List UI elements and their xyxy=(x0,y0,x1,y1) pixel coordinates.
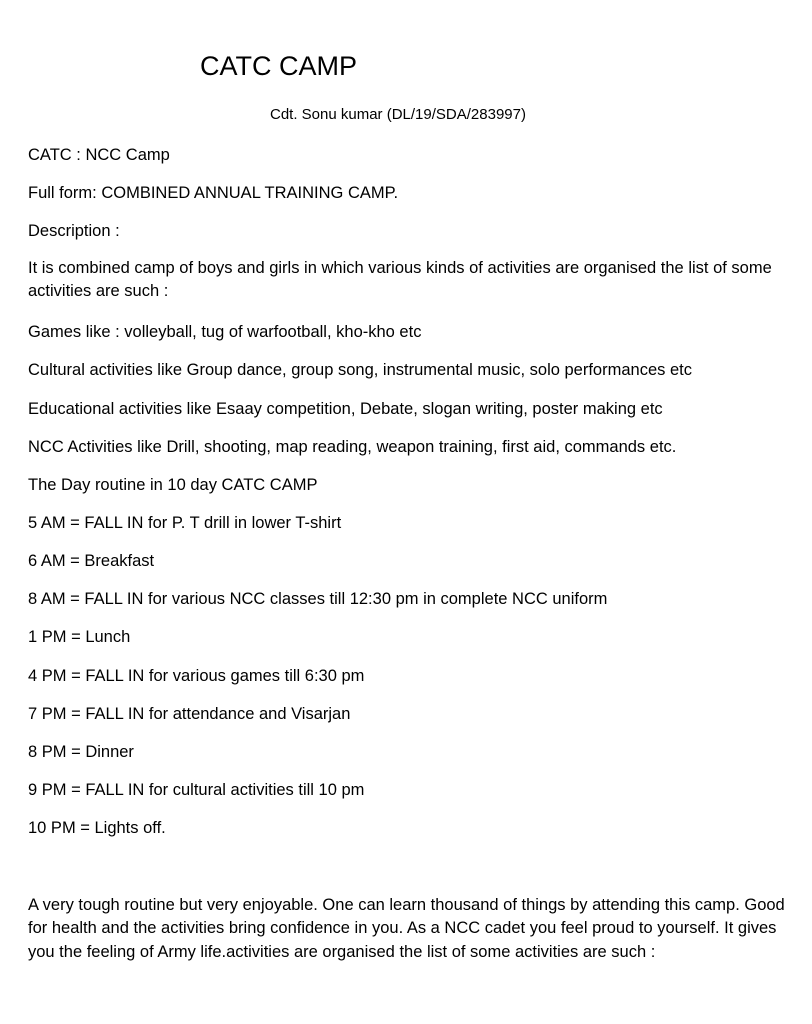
description-paragraph: It is combined camp of boys and girls in which various kinds of activities are organised the list of some activities are such : xyxy=(28,259,772,301)
activity-games: Games like : volleyball, tug of warfootball, kho-kho etc xyxy=(28,323,422,341)
full-form-line: Full form: COMBINED ANNUAL TRAINING CAMP. xyxy=(28,184,399,202)
routine-item-1pm: 1 PM = Lunch xyxy=(28,628,131,646)
routine-item-8pm: 8 PM = Dinner xyxy=(28,743,134,761)
activity-cultural: Cultural activities like Group dance, group song, instrumental music, solo performances etc xyxy=(28,361,692,379)
routine-item-8am: 8 AM = FALL IN for various NCC classes till 12:30 pm in complete NCC uniform xyxy=(28,590,608,608)
activity-ncc: NCC Activities like Drill, shooting, map reading, weapon training, first aid, commands etc. xyxy=(28,438,677,456)
routine-heading: The Day routine in 10 day CATC CAMP xyxy=(28,476,318,494)
activity-educational: Educational activities like Esaay competition, Debate, slogan writing, poster making etc xyxy=(28,400,663,418)
routine-item-5am: 5 AM = FALL IN for P. T drill in lower T-shirt xyxy=(28,514,342,532)
catc-line: CATC : NCC Camp xyxy=(28,146,170,164)
routine-item-4pm: 4 PM = FALL IN for various games till 6:30 pm xyxy=(28,667,365,685)
description-heading: Description : xyxy=(28,222,120,240)
document-title: CATC CAMP xyxy=(200,51,358,81)
routine-item-9pm: 9 PM = FALL IN for cultural activities till 10 pm xyxy=(28,781,365,799)
author-line: Cdt. Sonu kumar (DL/19/SDA/283997) xyxy=(270,106,526,123)
routine-item-10pm: 10 PM = Lights off. xyxy=(28,819,166,837)
routine-item-6am: 6 AM = Breakfast xyxy=(28,552,155,570)
routine-item-7pm: 7 PM = FALL IN for attendance and Visarjan xyxy=(28,705,351,723)
closing-paragraph: A very tough routine but very enjoyable. One can learn thousand of things by attending this camp. Good for health and the activities bring confidence in you. As a NCC cadet you feel proud to yourself. It gives you the feeling of Army life.activities are organised the list of some activities are such : xyxy=(28,896,785,961)
